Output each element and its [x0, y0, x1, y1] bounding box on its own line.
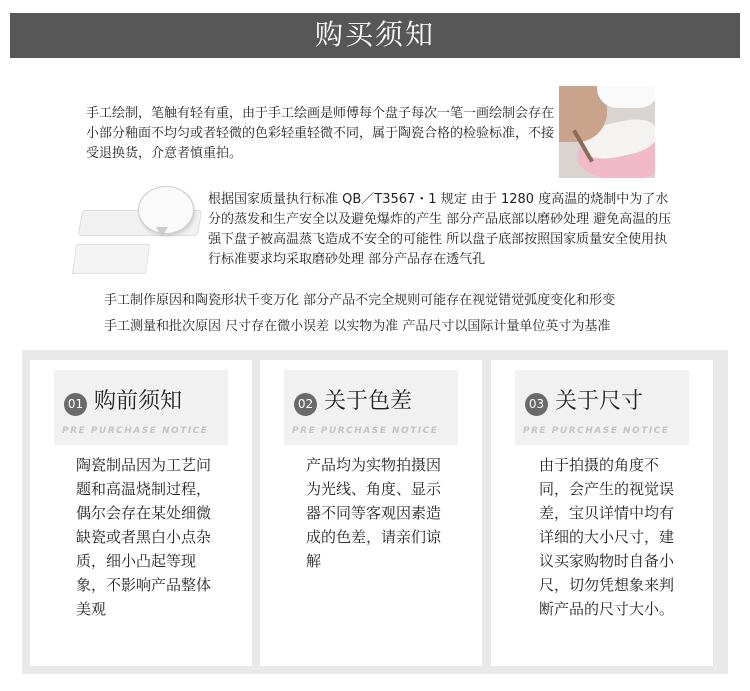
notice-card-title: 购前须知 — [94, 389, 183, 414]
notice-card-title: 关于色差 — [324, 389, 413, 414]
plate-bottom-illustration — [70, 182, 196, 274]
notice-card-color — [260, 360, 482, 666]
number-badge: 03 — [525, 393, 548, 416]
intro-shape-line-1: 手工制作原因和陶瓷形状千变万化 部分产品不完全规则可能存在视觉错觉弧度变化和形变 — [104, 293, 616, 308]
intro-standard-text: 根据国家质量执行标准 QB／T3567・1 规定 由于 1280 度高温的烧制中为了水分的蒸发和生产安全以及避免爆炸的产生 部分产品底部以磨砂处理 避免高温的压强下盘子被高温蒸飞造成不安全的可能性 所以盘子底部按照国家质量安全使用执行标准要求均采取磨砂处理 部分产品存在透气孔 — [208, 192, 672, 267]
notice-card-title: 关于尺寸 — [555, 389, 644, 414]
notice-card-subtitle: PRE PURCHASE NOTICE — [523, 426, 670, 436]
intro-handpainted-text: 手工绘制，笔触有轻有重，由于手工绘画是师傅每个盘子每次一笔一画绘制会存在小部分釉面不均匀或者轻微的色彩轻重轻微不同，属于陶瓷合格的检验标准，不接受退换货，介意者慎重拍。 — [86, 106, 555, 161]
notice-card-header — [54, 370, 228, 445]
notice-card-body: 产品均为实物拍摄因为光线、角度、显示器不同等客观因素造成的色差，请亲们谅解 — [306, 456, 442, 570]
notice-card-header — [515, 370, 689, 445]
notice-card-body: 由于拍摄的角度不同，会产生的视觉误差，宝贝详情中均有详细的大小尺寸，建议买家购物时自备小尺，切勿凭想象来判断产品的尺寸大小。 — [539, 456, 675, 618]
notice-card-header — [284, 370, 458, 445]
notice-card-subtitle: PRE PURCHASE NOTICE — [292, 426, 439, 436]
header-banner — [10, 13, 740, 58]
notice-card-subtitle: PRE PURCHASE NOTICE — [62, 426, 209, 436]
intro-shape-line-2: 手工测量和批次原因 尺寸存在微小误差 以实物为准 产品尺寸以国际计量单位英寸为基准 — [104, 319, 611, 334]
page-title: 购买须知 — [314, 18, 435, 51]
handpainting-photo — [559, 86, 655, 178]
notice-card-size — [491, 360, 713, 666]
intro-shape-text — [104, 288, 684, 340]
number-badge: 02 — [294, 393, 317, 416]
number-badge: 01 — [64, 393, 87, 416]
notice-card-body: 陶瓷制品因为工艺问题和高温烧制过程，偶尔会存在某处细微缺瓷或者黑白小点杂质，细小凸起等现象，不影响产品整体美观 — [76, 456, 212, 618]
notice-card-purchase — [30, 360, 252, 666]
